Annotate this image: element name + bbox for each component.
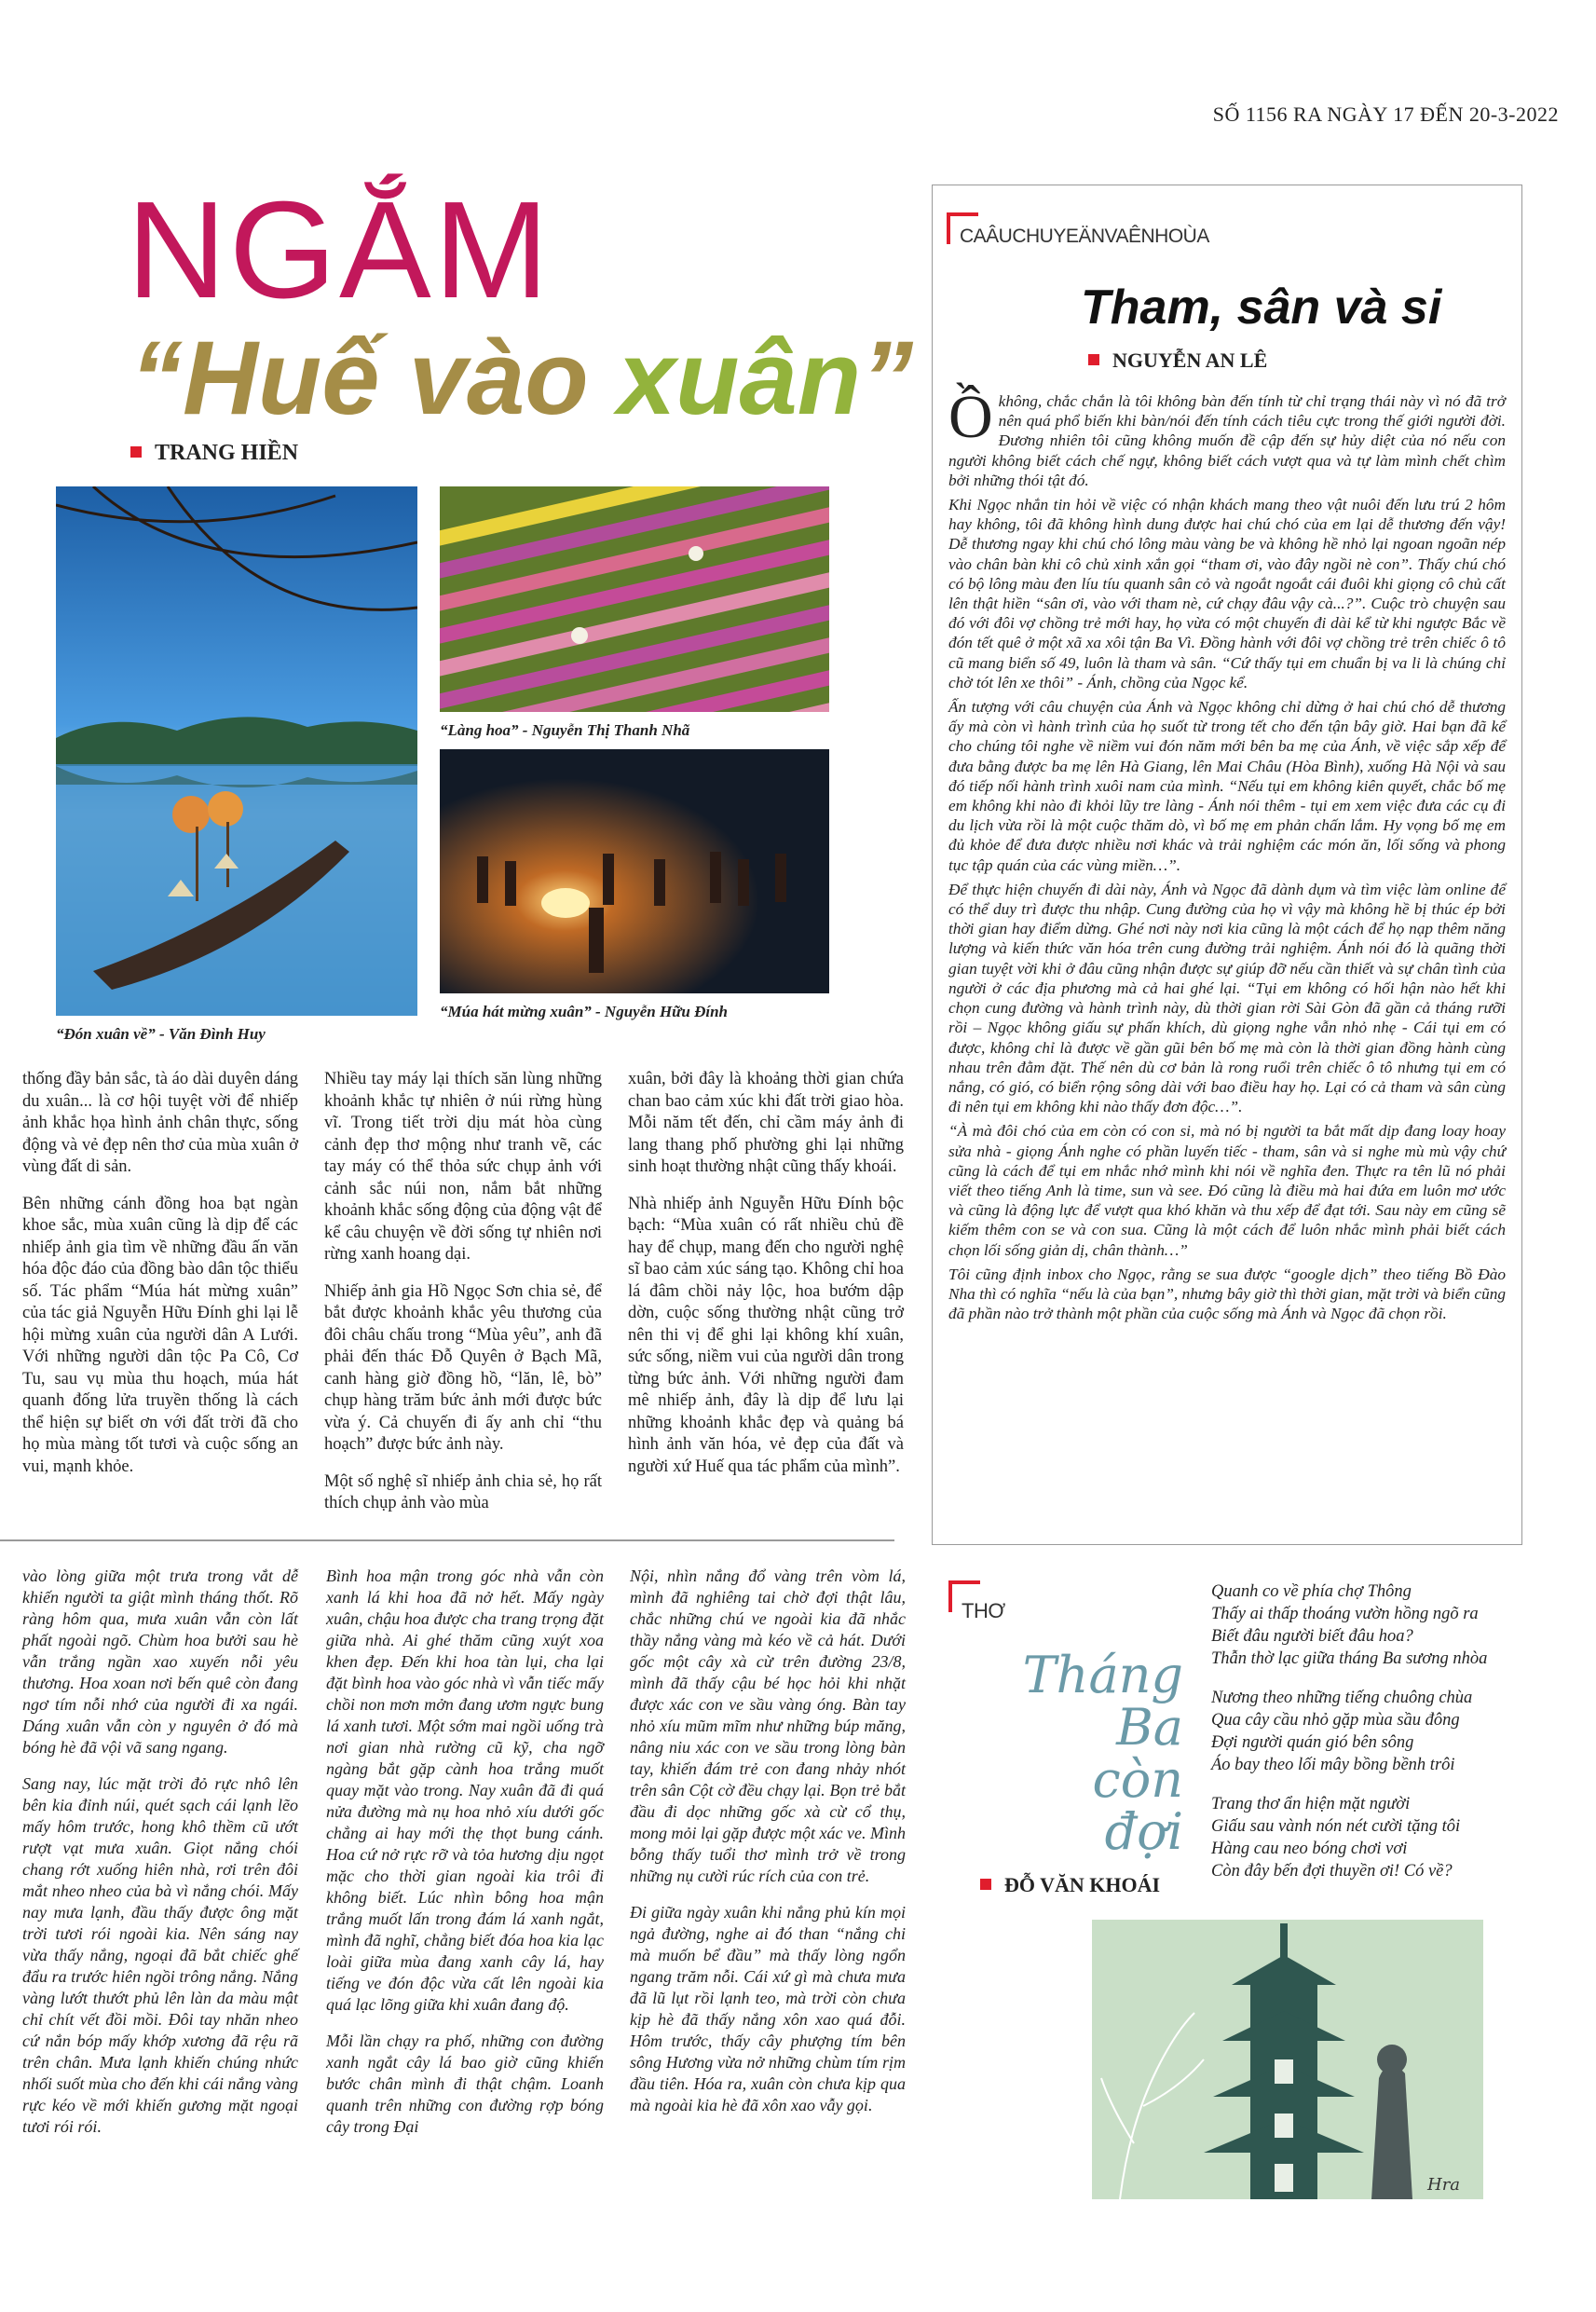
sidebar-title: Tham, sân và si [1081, 280, 1442, 335]
article-column-2 [324, 1069, 602, 1530]
author-bullet-icon [130, 446, 142, 458]
article-author: TRANG HIỀN [130, 441, 298, 466]
paragraph: Để thực hiện chuyến đi dài này, Ánh và Ngọc đã dành dụm và tìm việc làm online để có thể duy trì được thu nhập. Cung đường của họ vì vậy mà không hề bị thúc ép bởi thời gian hay điểm dừng. Ghé nơi này nơi kia cũng là một cách để họ nạp thêm năng lượng và kiến thức văn hóa trên cung đường trải nghiệm. Ánh nói đó là quãng thời gian tuyệt vời khi ở đâu cũng nhận được sự giúp đỡ nếu cần thiết và sự chân tình của người ở các địa phương mà cả hai ghé lại. “Tụi em không có hối hận nào hết khi chọn cung đường và hành trình này, dù thời gian rời Sài Gòn đã gần cả tháng rưỡi rồi – Ngọc không giấu sự phấn khích, dù giọng nghe vẫn nhỏ nhẹ - Cái tụi em có được, không chỉ là được về gần gũi bên bố mẹ mà còn là thời gian đồng hành cùng nhau trên đằm đặt. Thế nên dù cơ bản là rong ruổi trên chiếc ô tô nhưng tụi em có nắng, có gió, có biển rộng sông dài với bao điều hay họ. Lại có cả tham và sân cùng đi nên tụi em không khi nào thấy đơn độc…”. [948, 880, 1506, 1116]
paragraph: “À mà đôi chó của em còn có con si, mà nó bị người ta bắt mất dịp đang loay hoay sửa nhà - giọng Ánh nghe có phần luyến tiếc - tham, sân và si nghe mù mù vậy chứ cũng là cách để tụi em nhắc nhớ mình khi nói về nghĩa đen. Thực ra tên lũ nó phải viết theo tiếng Anh là time, sun và see. Đó cũng là điều mà hai đứa em luôn mơ ước và cũng là động lực để vượt qua khó khăn và thu xếp để đạt tới. Sau này em cũng sẽ kiếm thêm con se và con sua. Cũng là một cách để luôn nhắc mình phải biết cách chọn lối sống giản dị, chân thành…” [948, 1122, 1506, 1259]
article-column-1 [22, 1069, 298, 1493]
paragraph: Sang nay, lúc mặt trời đỏ rực nhô lên bên kia đỉnh núi, quét sạch cái lạnh lẽo mấy hôm trước, hong khô thềm cũ ướt rượt vạt mưa xuân. Giọt nắng chói chang rớt xuống hiên nhà, rơi trên đôi mắt nheo nheo của bà vì nắng chói. Mấy nay mưa lạnh, đầu thấy được ông mặt trời tươi rói ngoài kia. Nên sáng nay vừa thấy nắng, ngoại đã bắt chiếc ghế đẩu ra trước hiên ngồi trông nắng. Nắng vàng lướt thướt phủ lên làn da màu mật chỉ chít vết đồi mồi. Đôi tay nhăn nheo cứ nắn bóp mấy khớp xương đã rệu rã trên chân. Mưa lạnh khiến chúng nhức nhối suốt mùa cho đến khi cái nắng vàng rực kéo về mới khiến gương mặt ngoại tươi rói rói. [22, 1774, 298, 2136]
poem-section-label: THƠ [962, 1599, 1005, 1622]
paragraph: Bình hoa mận trong góc nhà vẫn còn xanh lá khi hoa đã nở hết. Mấy ngày xuân, chậu hoa được cha trang trọng đặt giữa nhà. Ai ghé thăm cũng xuýt xoa khen đẹp. Đến khi hoa tàn lụi, cha lại đặt bình hoa vào góc nhà vì vẫn tiếc mấy chồi non mơn mởn đang ươm ngực bung lá xanh tươi. Một sớm mai ngồi uống trà nơi gian nhà rường cũ kỹ, cha ngỡ ngàng bắt gặp cành hoa trắng muốt quay mặt vào trong. Nay xuân đã đi quá nửa đường mà nụ hoa nhỏ xíu dưới gốc chẳng ai hay mới thẹ thọt bung cánh. Hoa cứ nở rực rỡ và tỏa hương dịu ngọt mặc cho thời gian ngoài kia trôi đi không biết. Lúc nhìn bông hoa mận trắng muốt lấn trong đám lá xanh ngắt, mình đã nghĩ, chẳng biết đóa hoa kia lạc loài giữa mùa đang xanh cây lá, hay tiếng ve đón độc vừa cất lên ngoài kia quá lạc lõng giữa khi xuân đang độ. [326, 1566, 604, 2014]
paragraph: Tôi cũng định inbox cho Ngọc, rằng se sua được “google dịch” theo tiếng Bồ Đào Nha thì có nghĩa “nếu là của bạn”, nhưng bây giờ thì thời gian, mặt trời và biển cũng đã phần nào trở thành một phần của cuộc sống mà Ánh và Ngọc đã chọn rồi. [948, 1265, 1506, 1323]
paragraph: Nhiếp ảnh gia Hồ Ngọc Sơn chia sẻ, để bắt được khoảnh khắc yêu thương của đôi châu chấu trong “Mùa yêu”, anh đã phải đến thác Đỗ Quyên ở Bạch Mã, canh hàng giờ đồng hồ, “lăn, lê, bò” chụp hàng trăm bức ảnh mới được bức vừa ý. Cả chuyến đi ấy anh chỉ “thu hoạch” được bức ảnh này. [324, 1281, 602, 1454]
article-title-line1: NGẮM [127, 173, 552, 327]
paragraph: Nhà nhiếp ảnh Nguyễn Hữu Đính bộc bạch: “Mùa xuân có rất nhiều chủ đề hay để chụp, mang đến cho người nghệ sĩ bao cảm xúc sáng tạo. Không chỉ hoa lá đâm chồi nảy lộc, hoa bướm dập dờn, cuộc sống thường nhật cũng trở nên thi vị để ghi lại không khí xuân, sức sống, niềm vui của người dân trong từng bức ảnh. Với những người đam mê nhiếp ảnh, đây là dịp để lưu lại những khoảnh khắc đẹp và quảng bá hình ảnh văn hóa, vẻ đẹp của đất và người xứ Huế qua tác phẩm của mình”. [628, 1194, 904, 1476]
essay-column-3 [630, 1566, 906, 2131]
section-divider [0, 1539, 894, 1541]
paragraph: Mỗi lần chạy ra phố, những con đường xanh ngắt cây lá bao giờ cũng khiến bước chân mình đi thật chậm. Loanh quanh trên những con đường rợp bóng cây trong Đại [326, 2032, 604, 2136]
title-close: ” [861, 320, 914, 436]
caption-fire-dance: “Múa hát mừng xuân” - Nguyễn Hữu Đính [440, 1003, 728, 1020]
title-green-word: xuân [617, 320, 862, 436]
poem-title: Tháng Ba còn đợi [1022, 1646, 1183, 1861]
paragraph: vào lòng giữa một trưa trong vắt dễ khiến người ta giật mình tháng thốt. Rõ ràng hôm qua, mưa xuân vẫn còn lất phất ngoài ngõ. Chùm hoa bưởi sau hè vẫn trắng ngần xao xuyến nỗi yêu thương. Hoa xoan nơi bến quê còn đang ngơ tím nỗi nhớ của người đi xa ngái. Dáng xuân vẫn còn y nguyên ở đó mà bóng hè đã vội vã sang ngang. [22, 1566, 298, 1757]
article-column-3 [628, 1069, 904, 1493]
paragraph: Ấn tượng với câu chuyện của Ánh và Ngọc không chỉ dừng ở hai chú chó dễ thương ấy mà còn vì hành trình của họ suốt từ trong tết cho đến tận bây giờ. Hai bạn đã kể cho chúng tôi nghe về niềm vui đón năm mới bên ba mẹ của Ánh, về việc sắp xếp để đưa bằng được ba mẹ lên Hà Giang, lên Mai Châu (Hòa Bình), xuống Hà Nội và sau đó tiếp nối hành trình xuôi nam của mình. “Nếu tụi em không kiên quyết, chắc bố mẹ em không khi nào đi khỏi lũy tre làng - Ánh nói thêm - tụi em xem việc đưa các cụ đi du lịch vừa rồi là một cuộc thăm dò, vì bố mẹ em phản chấn lắm. Hy vọng bố mẹ em đủ khỏe để đưa được nhiều nơi khác và trải nghiệm các món ăn, lối sống và phong tục tập quán của các vùng miền…”. [948, 698, 1506, 874]
paragraph: Một số nghệ sĩ nhiếp ảnh chia sẻ, họ rất thích chụp ảnh vào mùa [324, 1471, 602, 1512]
paragraph: Bên những cánh đồng hoa bạt ngàn khoe sắc, mùa xuân cũng là dịp để các nhiếp ảnh gia tìm về những đầu ấn văn hóa độc đáo của đồng bào dân tộc thiểu số. Tác phẩm “Múa hát mừng xuân” của tác giả Nguyễn Hữu Đính ghi lại lễ hội mừng xuân của người dân A Lưới. Với những người dân tộc Pa Cô, Cơ Tu, sau vụ mùa thu hoạch, múa hát quanh đống lửa truyền thống là cách thể hiện sự biết ơn với đất trời đã cho họ mùa màng tốt tươi và cuộc sống an vui, mạnh khỏe. [22, 1194, 298, 1476]
paragraph: Khi Ngọc nhắn tin hỏi về việc có nhận khách mang theo vật nuôi đến lưu trú 2 hôm hay không, tôi đã không hình dung được hai chú chó của em lại dễ thương đến vậy! Dễ thương ngay khi chú chó lông màu vàng be và không hề nhỏ lại ngoan ngoãn nép vào chân bàn khi cô chủ xinh xắn gọi “tham ơi, vào đây ngồi nè con”. Thấy chú chó có bộ lông màu đen líu tíu quanh sân cỏ và ngoắt ngoắt cái đuôi khi giọng cô chủ cất lên thật hiền “sân ơi, vào với tham nè, cứ chạy đâu vậy cà...?”. Cuộc trò chuyện sau đó với đôi vợ chồng trẻ mới hay, họ vừa có một chuyến đi dài kể từ khi ngược Bắc về đón tết quê ở một xã xa xôi tận Ba Vì. Đồng hành với đôi vợ chồng trẻ trên chiếc ô tô cũ mang biển số 49, luôn là tham và sân. “Cứ thấy tụi em chuẩn bị va li là chúng chỉ chờ tót lên xe thôi” - Ánh, chồng của Ngọc kể. [948, 496, 1506, 691]
author-bullet-icon [1088, 354, 1099, 365]
poem-stanza: Trang thơ ẩn hiện mặt người Giấu sau vành nón nét cười tặng tôi Hàng cau neo bóng chơi vơi Còn đây bến đợi thuyền ơi! Có về? [1211, 1795, 1461, 1881]
paragraph: Đi giữa ngày xuân khi nắng phủ kín mọi ngả đường, nghe ai đó than “nắng chi mà muốn bể đầu” mà thấy lòng ngổn ngang trăm nỗi. Cái xứ gì mà chưa mưa đã lũ lụt rồi lạnh teo, mà trời còn chưa kịp hè đã thấy nắng xôn xao quá đỗi. Hôm trước, thấy cây phượng tím bên sông Hương vừa nở những chùm tím rịm đầu tiên. Hóa ra, xuân còn chưa kịp qua mà ngoài kia hè đã xôn xao vẫy gọi. [630, 1903, 906, 2114]
sidebar-text [948, 383, 1506, 1328]
paragraph: Nội, nhìn nắng đổ vàng trên vòm lá, mình đã nghiêng tai chờ đợi thật lâu, chắc những chú ve ngoài kia đã nhắc thầy nắng vàng mà kéo về cả hát. Dưới gốc một cây xà cừ trên đường 23/8, mình đã thấy cậu bé học hỏi khi nhặt được xác con ve sầu vàng óng. Bàn tay nhỏ xíu mũm mĩm như những búp măng, nâng niu xác con ve sầu trong lòng bàn tay, khiến đám trẻ con đang nhảy nhót trên sân Cột cờ đều chạy lại. Bọn trẻ bắt đầu đi dọc những gốc xà cừ cổ thụ, mong mỏi lại gặp được một xác ve. Mình bỗng thấy tuổi thơ mình trở về trong những nụ cười rúc rích của con trẻ. [630, 1566, 906, 1885]
article-title-line2 [130, 320, 914, 436]
essay-column-2 [326, 1566, 604, 2153]
photo-boat [56, 486, 417, 1016]
poem-stanza: Quanh co về phía chợ Thông Thấy ai thấp thoáng vườn hồng ngõ ra Biết đâu người biết đâu hoa? Thẫn thờ lạc giữa tháng Ba sương nhòa [1211, 1582, 1488, 1668]
sidebar-section-label: CAÂUCHUYEÄNVAÊNHOÙA [960, 226, 1209, 247]
dropcap: Ồ [948, 383, 993, 451]
issue-header: SỐ 1156 RA NGÀY 17 ĐẾN 20-3-2022 [1212, 103, 1559, 126]
paragraph: không, chắc chắn là tôi không bàn đến tính từ chỉ trạng thái này vì nó đã trở nên quá phổ biến khi bàn/nói đến tính cách tiêu cực trong thế giới người đời. Đương nhiên tôi cũng không muốn đề cập đến sự hủy diệt của nó nếu con người không biết cách chế ngự, không biết cách vượt qua và tự làm mình chết chìm bởi những thói tật đó. [948, 392, 1506, 489]
poem-stanza: Nương theo những tiếng chuông chùa Qua cây cầu nhỏ gặp mùa sầu đông Đợi người quán gió bên sông Áo bay theo lối mây bồng bềnh trôi [1211, 1689, 1473, 1774]
essay-column-1 [22, 1566, 298, 2153]
photo-fire-dance [440, 749, 829, 993]
poem-author: ĐỖ VĂN KHOÁI [980, 1873, 1160, 1897]
photo-flower-field [440, 486, 829, 712]
caption-flower-field: “Làng hoa” - Nguyễn Thị Thanh Nhã [440, 721, 690, 739]
poem-body [1211, 1580, 1584, 1899]
paragraph: thống đầy bản sắc, tà áo dài duyên dáng du xuân... là cơ hội tuyệt vời để nhiếp ảnh khắc họa hình ảnh chân thực, sống động và vẻ đẹp nên thơ của mùa xuân ở vùng đất di sản. [22, 1070, 298, 1176]
title-open: “Huế vào [130, 320, 618, 436]
paragraph: Nhiều tay máy lại thích săn lùng những khoảnh khắc tự nhiên ở núi rừng hùng vĩ. Trong tiết trời dịu mát hòa cùng cảnh đẹp thơ mộng như tranh vẽ, các tay máy có thể thỏa sức chụp ảnh với cảnh sắc núi non, nắm bắt những khoảnh khắc sống động của động vật để kể câu chuyện về đời sống tự nhiên nơi rừng xanh hoang dại. [324, 1070, 602, 1264]
author-bullet-icon [980, 1879, 991, 1890]
paragraph: xuân, bởi đây là khoảng thời gian chứa chan bao cảm xúc khi đất trời giao hòa. Mỗi năm tết đến, chỉ cầm máy ảnh đi lang thang phố phường ghi lại những sinh hoạt thường nhật cũng thấy khoái. [628, 1070, 904, 1176]
illustration-signature: Hra [1427, 2175, 1461, 2195]
caption-boat: “Đón xuân về” - Văn Đình Huy [56, 1025, 266, 1043]
sidebar-author: NGUYỄN AN LÊ [1088, 349, 1267, 373]
poem-illustration [1092, 1920, 1483, 2199]
